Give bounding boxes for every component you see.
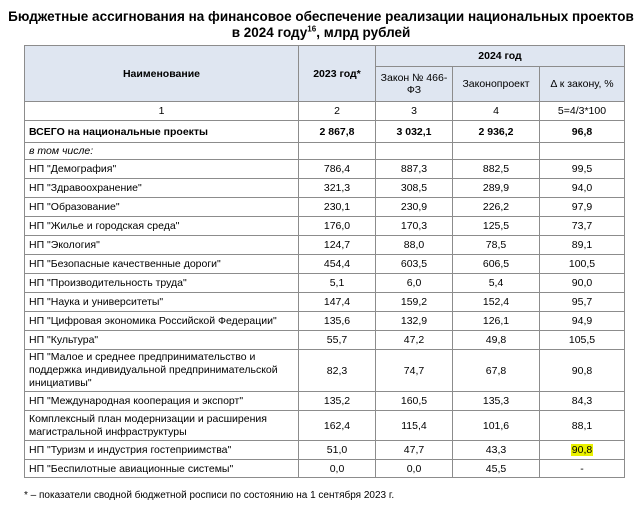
table-row: НП "Культура" 55,7 47,2 49,8 105,5 xyxy=(25,331,625,350)
budget-table xyxy=(24,45,625,478)
table-row: НП "Беспилотные авиационные системы" 0,0 0,0 45,5 - xyxy=(25,460,625,478)
header-2023: 2023 год* xyxy=(299,46,376,102)
total-row: ВСЕГО на национальные проекты 2 867,8 3 032,1 2 936,2 96,8 xyxy=(25,121,625,143)
table-row: НП "Туризм и индустрия гостеприимства" 51,0 47,7 43,3 90,8 xyxy=(25,441,625,460)
table-row: НП "Здравоохранение" 321,3 308,5 289,9 94,0 xyxy=(25,179,625,198)
table-row: Комплексный план модернизации и расширения магистральной инфраструктуры 162,4 115,4 101,6 88,1 xyxy=(25,411,625,441)
header-law: Закон № 466-ФЗ xyxy=(376,67,453,102)
header-2024: 2024 год xyxy=(376,46,625,67)
footnote-ref: 16 xyxy=(307,24,317,34)
table-row: НП "Малое и среднее предпринимательство и поддержка индивидуальной предпринимательской инициативы" 82,3 74,7 67,8 90,8 xyxy=(25,350,625,392)
title-line-2: в 2024 году$^{16}$, млрд рублей xyxy=(231,24,411,40)
footnote: * – показатели сводной бюджетной росписи по состоянию на 1 сентября 2023 г. xyxy=(24,490,395,501)
table-row: НП "Демография" 786,4 887,3 882,5 99,5 xyxy=(25,160,625,179)
table-body xyxy=(25,102,625,478)
table-row: НП "Экология" 124,7 88,0 78,5 89,1 xyxy=(25,236,625,255)
table-header xyxy=(25,46,625,102)
table-row: НП "Образование" 230,1 230,9 226,2 97,9 xyxy=(25,198,625,217)
header-delta: Δ к закону, % xyxy=(540,67,625,102)
table-title xyxy=(0,0,642,41)
table-row: НП "Производительность труда" 5,1 6,0 5,4 90,0 xyxy=(25,274,625,293)
table-row: НП "Наука и университеты" 147,4 159,2 152,4 95,7 xyxy=(25,293,625,312)
subtitle-row: в том числе: xyxy=(25,143,625,160)
table-row: НП "Безопасные качественные дороги" 454,4 603,5 606,5 100,5 xyxy=(25,255,625,274)
header-name: Наименование xyxy=(25,46,299,102)
highlighted-value: 90,8 xyxy=(571,444,593,456)
header-bill: Законопроект xyxy=(453,67,540,102)
table-row: НП "Цифровая экономика Российской Федерации" 135,6 132,9 126,1 94,9 xyxy=(25,312,625,331)
table-row: НП "Жилье и городская среда" 176,0 170,3 125,5 73,7 xyxy=(25,217,625,236)
title-line-1: Бюджетные ассигнования на финансовое обеспечение реализации национальных проектов xyxy=(8,9,634,24)
column-numbers-row: 1 2 3 4 5=4/3*100 xyxy=(25,102,625,121)
table-row: НП "Международная кооперация и экспорт" 135,2 160,5 135,3 84,3 xyxy=(25,392,625,411)
